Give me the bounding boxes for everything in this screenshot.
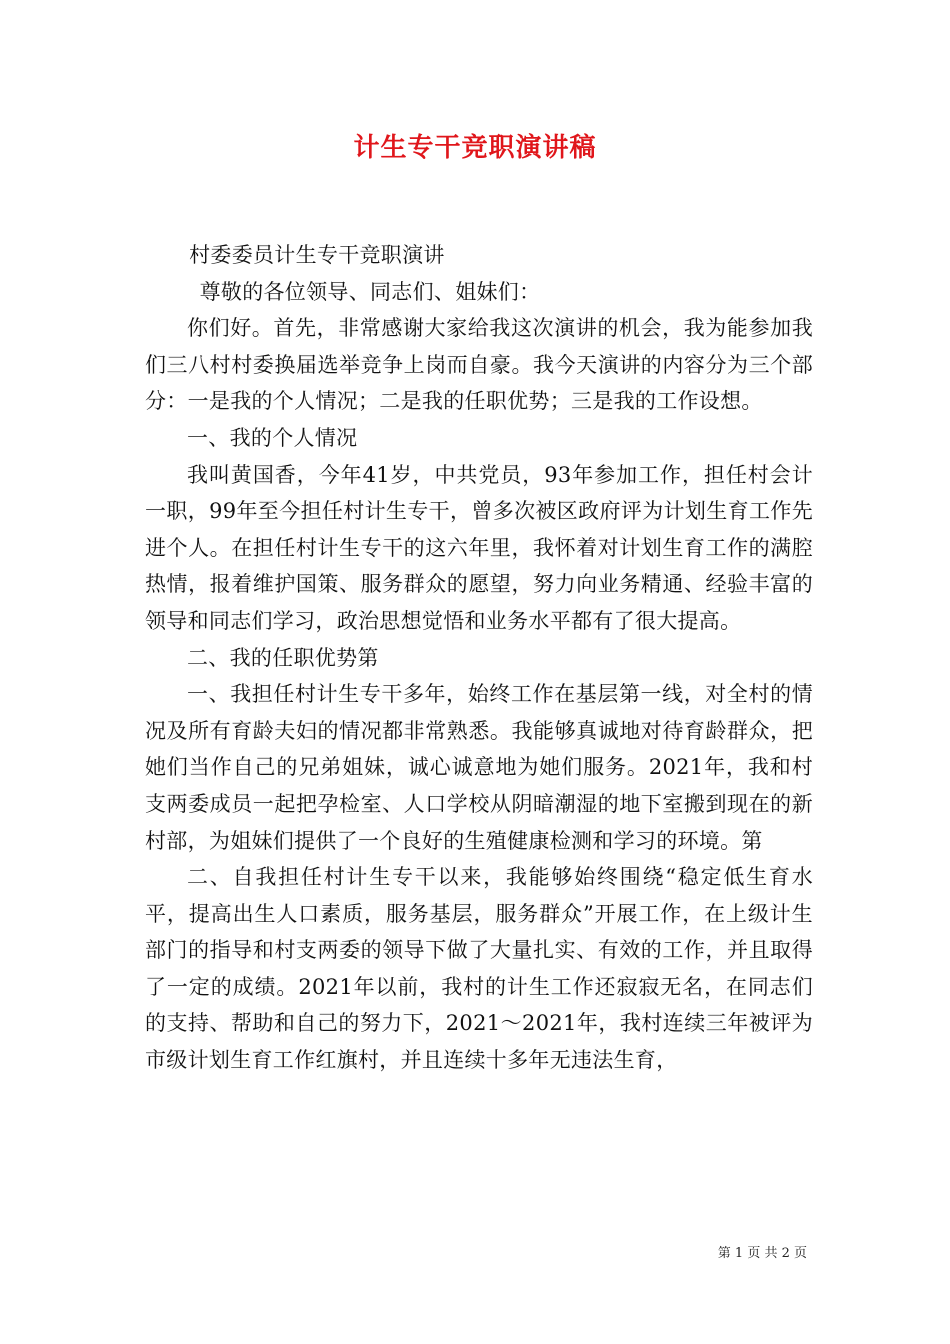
paragraph-advantage-two: 二、自我担任村计生专干以来，我能够始终围绕“稳定低生育水平，提高出生人口素质，服务基层，服务群众”开展工作，在上级计生部门的指导和村支两委的领导下做了大量扎实、有效的工作，并且取得了一定的成绩。2021年以前，我村的计生工作还寂寂无名，在同志们的支持、帮助和自己的努力下，2021～2021年，我村连续三年被评为市级计划生育工作红旗村，并且连续十多年无违法生育， — [145, 865, 813, 1073]
paragraph-personal-info: 我叫黄国香，今年41岁，中共党员，93年参加工作，担任村会计一职，99年至今担任村计生专干，曾多次被区政府评为计划生育工作先进个人。在担任村计生专干的这六年里，我怀着对计划生育工作的满腔热情，报着维护国策、服务群众的愿望，努力向业务精通、经验丰富的领导和同志们学习，政治思想觉悟和业务水平都有了很大提高。 — [145, 462, 813, 633]
page-number: 第 1 页 共 2 页 — [717, 1246, 807, 1261]
paragraph-greeting: 你们好。首先，非常感谢大家给我这次演讲的机会，我为能参加我们三八村村委换届选举竞争上岗而自豪。我今天演讲的内容分为三个部分：一是我的个人情况；二是我的任职优势；三是我的工作设想。 — [145, 316, 813, 414]
paragraph-salutation: 尊敬的各位领导、同志们、姐妹们： — [199, 279, 541, 304]
paragraph-advantage-one: 一、我担任村计生专干多年，始终工作在基层第一线，对全村的情况及所有育龄夫妇的情况都非常熟悉。我能够真诚地对待育龄群众，把她们当作自己的兄弟姐妹，诚心诚意地为她们服务。2021年，我和村支两委成员一起把孕检室、人口学校从阴暗潮湿的地下室搬到现在的新村部，为姐妹们提供了一个良好的生殖健康检测和学习的环境。第 — [145, 682, 813, 853]
document-title: 计生专干竞职演讲稿 — [353, 133, 597, 163]
section-heading-advantages: 二、我的任职优势第 — [187, 645, 379, 670]
section-heading-personal: 一、我的个人情况 — [187, 425, 358, 450]
document-body — [145, 237, 813, 1079]
paragraph-subtitle: 村委委员计生专干竞职演讲 — [189, 243, 445, 267]
